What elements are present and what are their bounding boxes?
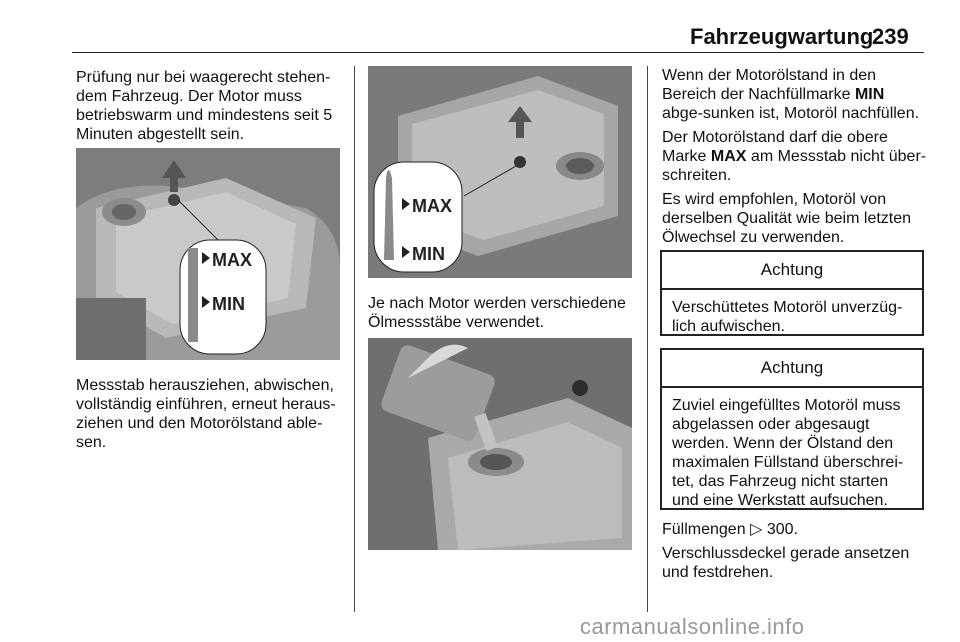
oil-filling-figure: [368, 338, 632, 550]
instruction-paragraph: Prüfung nur bei waagerecht stehen-dem Fahrzeug. Der Motor muss betriebswarm und mindestens seit 5 Minuten abgestellt sein.: [76, 69, 333, 143]
caution-text: Verschüttetes Motoröl unverzüg-lich aufwischen.: [672, 299, 903, 335]
instruction-paragraph: Wenn der Motorölstand in den Bereich der Nachfüllmarke MIN abge-sunken ist, Motoröl nachfüllen.: [662, 67, 920, 122]
engine-dipstick-figure-1: [76, 148, 340, 360]
min-mark-label: MIN: [212, 294, 245, 314]
caution-title: Achtung: [662, 350, 922, 388]
section-title: Fahrzeugwartung: [690, 24, 874, 49]
caution-box: [660, 250, 924, 336]
caution-box: [660, 348, 924, 510]
instruction-paragraph: Verschlussdeckel gerade ansetzen und festdrehen.: [662, 545, 910, 581]
engine-dipstick-figure-2: [368, 66, 632, 278]
max-mark-label: MAX: [412, 196, 452, 216]
min-mark-label: MIN: [412, 244, 445, 264]
column-divider: [354, 66, 355, 612]
instruction-paragraph: Es wird empfohlen, Motoröl von derselben Qualität wie beim letzten Ölwechsel zu verwenden.: [662, 191, 912, 246]
caution-title: Achtung: [662, 252, 922, 290]
reference-page-link[interactable]: 300.: [766, 521, 798, 538]
instruction-paragraph: Der Motorölstand darf die obere Marke MAX am Messstab nicht über-schreiten.: [662, 129, 927, 184]
instruction-paragraph: Messstab herausziehen, abwischen, vollständig einführen, erneut heraus-ziehen und den Motorölstand able-sen.: [76, 377, 336, 451]
caution-text: Zuviel eingefülltes Motoröl muss abgelassen oder abgesaugt werden. Wenn der Ölstand den maximalen Füllstand überschrei-tet, das Fahrzeug nicht starten und eine Werkstatt aufsuchen.: [672, 397, 904, 509]
min-mark-text: MIN: [854, 86, 885, 103]
max-mark-text: MAX: [710, 148, 747, 165]
instruction-paragraph: Je nach Motor werden verschiedene Ölmessstäbe verwendet.: [368, 295, 626, 331]
page-number: 239: [872, 24, 909, 49]
column-divider: [647, 66, 648, 612]
fill-quantities-reference: Füllmengen ▷ 300.: [662, 521, 798, 538]
max-mark-label: MAX: [212, 250, 252, 270]
header-rule: [72, 52, 924, 53]
watermark: carmanualsonline.info: [580, 614, 805, 639]
arrow-reference-icon: ▷: [750, 521, 763, 538]
